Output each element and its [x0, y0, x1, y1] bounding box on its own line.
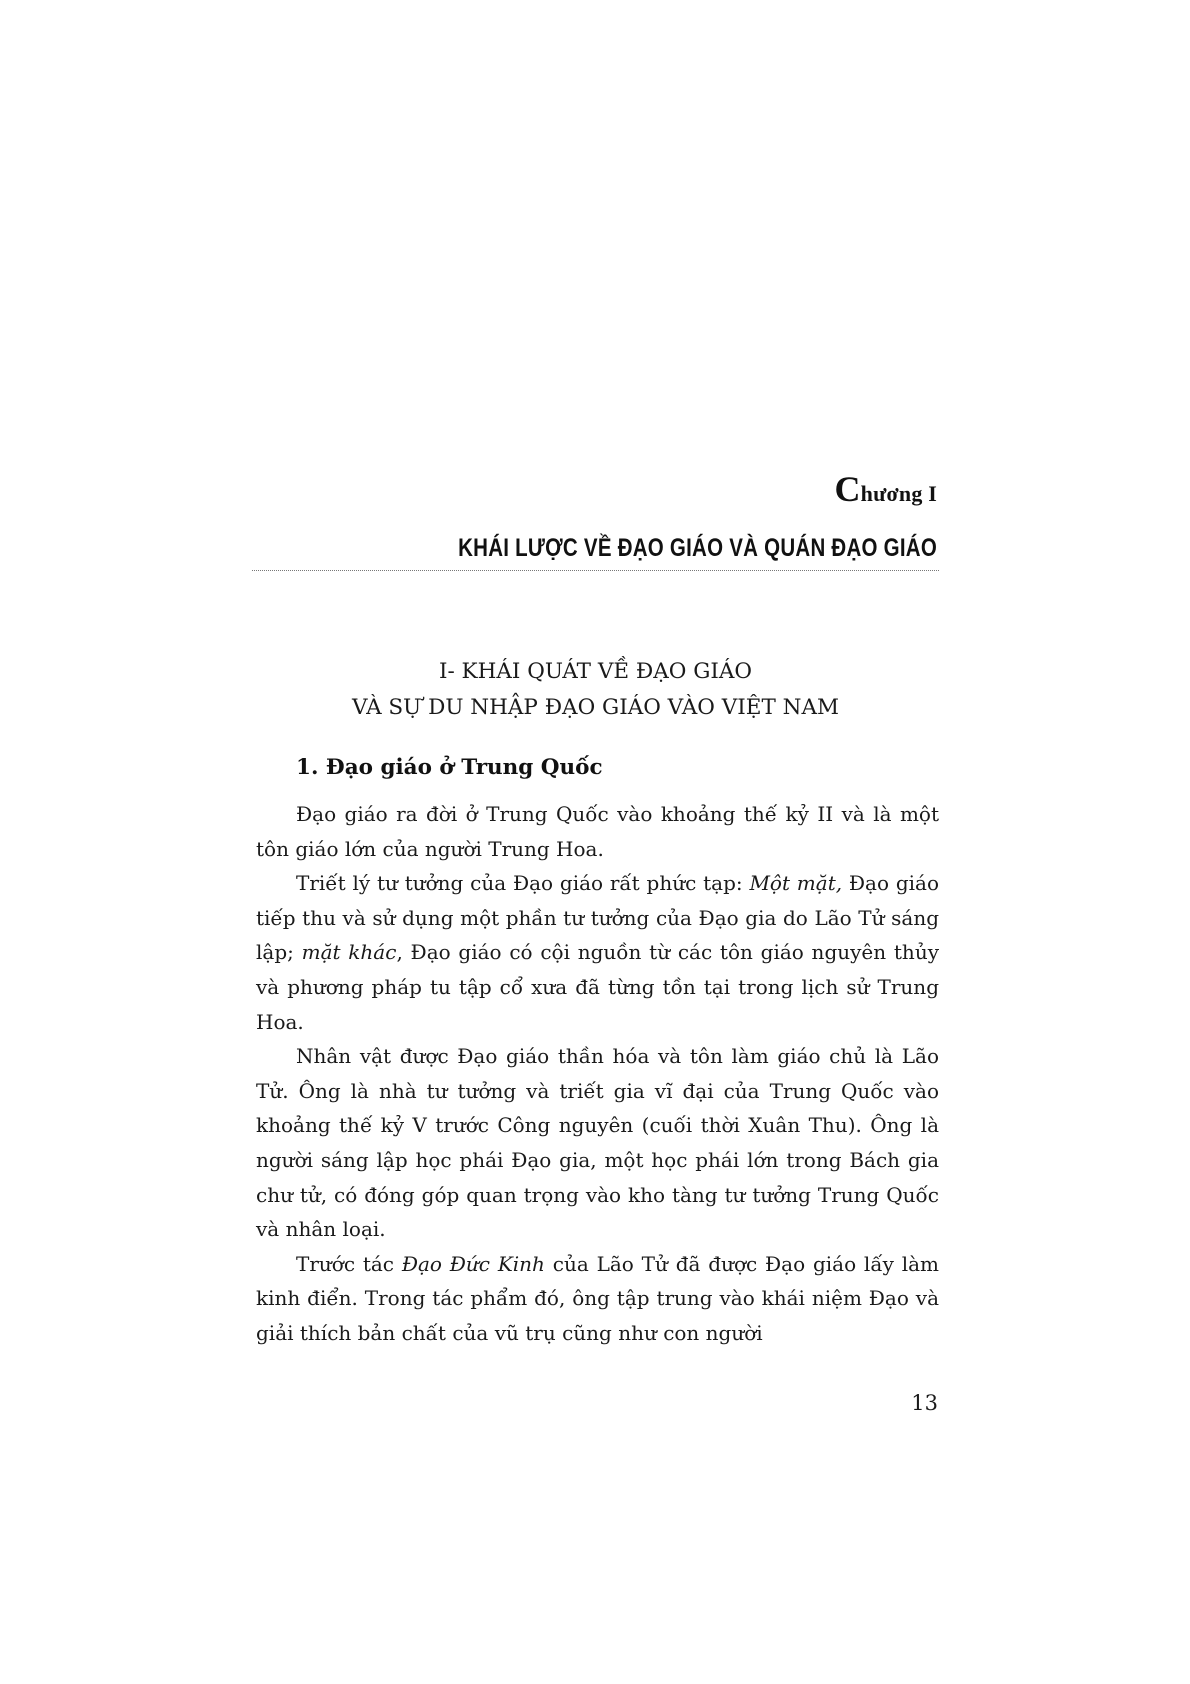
chapter-label-initial: C	[834, 469, 861, 509]
subsection-heading: 1. Đạo giáo ở Trung Quốc	[296, 755, 603, 780]
body-text	[256, 797, 939, 1351]
paragraph-2-text-b: Đạo giáo tiếp thu và sử dụng một phần tư tưởng của Đạo gia do Lão Tử sáng lập;	[256, 871, 939, 965]
paragraph-4-text-a: Trước tác	[296, 1251, 402, 1276]
section-heading	[252, 654, 939, 726]
paragraph-2-text-a: Triết lý tư tưởng của Đạo giáo rất phức tạp:	[296, 871, 750, 896]
paragraph-4-text-b: của Lão Tử đã được Đạo giáo lấy làm kinh điển. Trong tác phẩm đó, ông tập trung vào khái niệm Đạo và giải thích bản chất của vũ trụ cũng như con người	[256, 1251, 939, 1345]
chapter-label-rest: hương I	[860, 481, 937, 506]
paragraph-4	[256, 1247, 939, 1351]
paragraph-3: Nhân vật được Đạo giáo thần hóa và tôn làm giáo chủ là Lão Tử. Ông là nhà tư tưởng và triết gia vĩ đại của Trung Quốc vào khoảng thế kỷ V trước Công nguyên (cuối thời Xuân Thu). Ông là người sáng lập học phái Đạo gia, một học phái lớn trong Bách gia chư tử, có đóng góp quan trọng vào kho tàng tư tưởng Trung Quốc và nhân loại.	[256, 1044, 939, 1242]
chapter-label	[834, 468, 937, 510]
paragraph-4-italic-title: Đạo Đức Kinh	[401, 1251, 545, 1276]
paragraph-2-italic-b: mặt khác	[301, 940, 397, 965]
section-heading-line-1: I- KHÁI QUÁT VỀ ĐẠO GIÁO	[438, 659, 753, 684]
dotted-divider	[252, 570, 939, 571]
paragraph-2	[256, 866, 939, 1039]
page-number: 13	[911, 1391, 938, 1415]
paragraph-2-text-c: , Đạo giáo có cội nguồn từ các tôn giáo nguyên thủy và phương pháp tu tập cổ xưa đã từng tồn tại trong lịch sử Trung Hoa.	[256, 940, 939, 1034]
paragraph-1: Đạo giáo ra đời ở Trung Quốc vào khoảng thế kỷ II và là một tôn giáo lớn của người Trung Hoa.	[256, 802, 939, 861]
chapter-title: KHÁI LƯỢC VỀ ĐẠO GIÁO VÀ QUÁN ĐẠO GIÁO	[458, 534, 937, 562]
paragraph-2-italic-a: Một mặt,	[749, 871, 843, 896]
section-heading-line-2: VÀ SỰ DU NHẬP ĐẠO GIÁO VÀO VIỆT NAM	[352, 695, 839, 720]
